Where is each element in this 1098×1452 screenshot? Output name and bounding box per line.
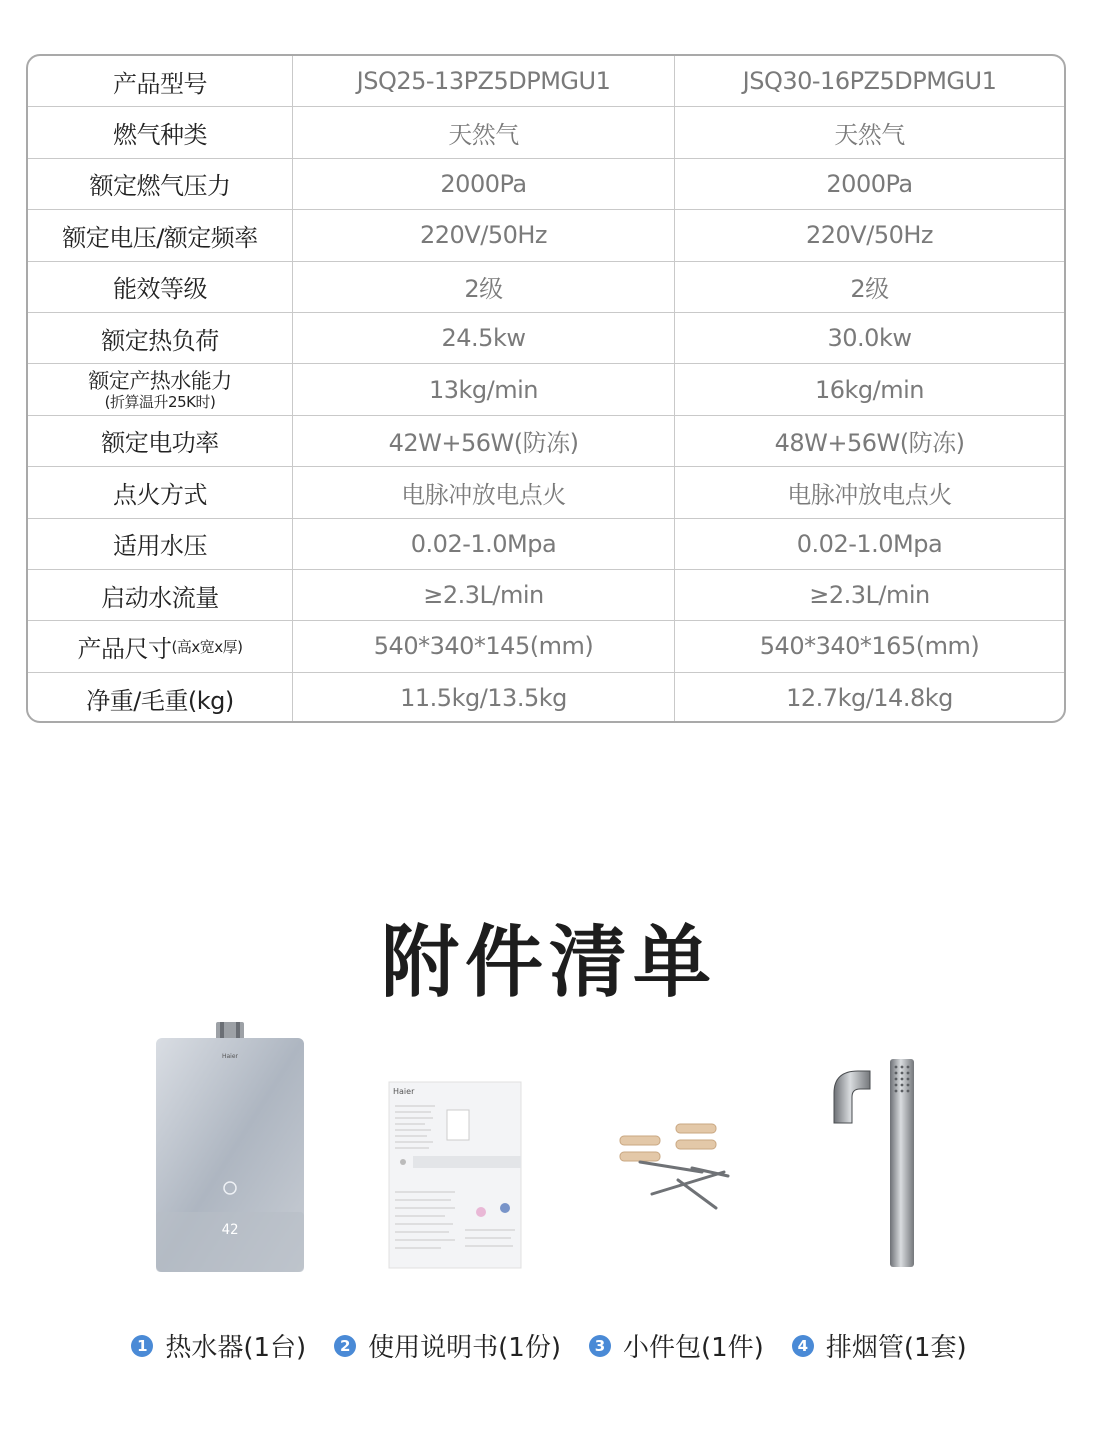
legend-item-small-parts: [589, 1327, 764, 1364]
spec-row-gas-type: [28, 107, 1064, 158]
accessories-legend: [0, 1327, 1098, 1364]
spec-row-model: [28, 56, 1064, 107]
spec-label-small: (高x宽x厚): [171, 637, 243, 656]
svg-text:Haier: Haier: [221, 1053, 239, 1060]
manual-image: [385, 1080, 525, 1270]
spec-value-b: 16kg/min: [814, 375, 924, 404]
spec-value-a: 42W+56W(防冻): [293, 416, 675, 466]
spec-value-b: 48W+56W(防冻): [774, 429, 965, 458]
spec-value-b: 540*340*165(mm): [759, 632, 980, 661]
spec-value-b: 12.7kg/14.8kg: [786, 684, 953, 713]
spec-label: [28, 364, 293, 414]
number-badge: 1: [131, 1335, 153, 1357]
spec-value-b: JSQ30-16PZ5DPMGU1: [742, 67, 997, 96]
legend-item-heater: [131, 1327, 306, 1364]
spec-value-b: 2000Pa: [826, 169, 913, 198]
spec-value-a: 540*340*145(mm): [293, 621, 675, 671]
water-heater-image: [150, 1018, 310, 1278]
spec-value-a: 11.5kg/13.5kg: [293, 673, 675, 723]
spec-row-hot-water-capacity: [28, 364, 1064, 415]
number-badge: 2: [334, 1335, 356, 1357]
spec-table: [26, 54, 1066, 723]
spec-label: [28, 621, 293, 671]
spec-row-voltage: [28, 210, 1064, 261]
legend-label: 排烟管(1套): [825, 1333, 967, 1363]
spec-label: 额定燃气压力: [28, 159, 293, 209]
manual-brand: Haier: [393, 1087, 415, 1096]
number-badge: 3: [589, 1335, 611, 1357]
legend-label: 使用说明书(1份): [368, 1333, 561, 1363]
spec-label: 能效等级: [28, 262, 293, 312]
spec-value-a: 电脉冲放电点火: [293, 467, 675, 517]
spec-row-efficiency: [28, 262, 1064, 313]
spec-row-dimensions: [28, 621, 1064, 672]
spec-row-start-flow: [28, 570, 1064, 621]
spec-value-a: 0.02-1.0Mpa: [293, 519, 675, 569]
spec-label: 额定电功率: [28, 416, 293, 466]
spec-value-b: ≥2.3L/min: [809, 581, 930, 610]
spec-row-gas-pressure: [28, 159, 1064, 210]
spec-label: 点火方式: [28, 467, 293, 517]
spec-label: 额定电压/额定频率: [28, 210, 293, 260]
spec-value-b: 天然气: [834, 121, 905, 150]
spec-label: 额定热负荷: [28, 313, 293, 363]
spec-value-b: 电脉冲放电点火: [787, 480, 952, 509]
spec-value-a: ≥2.3L/min: [293, 570, 675, 620]
spec-value-a: 13kg/min: [293, 364, 675, 414]
legend-item-manual: [334, 1327, 561, 1364]
legend-label: 小件包(1件): [623, 1333, 764, 1363]
spec-row-power: [28, 416, 1064, 467]
spec-row-water-pressure: [28, 519, 1064, 570]
heater-display-value: 42: [221, 1222, 239, 1238]
spec-row-ignition: [28, 467, 1064, 518]
spec-value-a: 2000Pa: [293, 159, 675, 209]
spec-label-main: 产品尺寸: [77, 634, 172, 663]
spec-row-heat-load: [28, 313, 1064, 364]
small-parts-image: [612, 1118, 742, 1218]
spec-label: 净重/毛重(kg): [28, 673, 293, 723]
spec-label-main: 额定产热水能力: [88, 368, 232, 393]
accessories-title: 附件清单: [380, 918, 717, 1008]
legend-item-flue-pipe: [792, 1327, 967, 1364]
spec-row-weight: [28, 673, 1064, 723]
spec-label: 启动水流量: [28, 570, 293, 620]
spec-label: 适用水压: [28, 519, 293, 569]
spec-label-sub: (折算温升25K时): [104, 392, 216, 411]
spec-value-a: 2级: [293, 262, 675, 312]
spec-value-b: 0.02-1.0Mpa: [796, 529, 943, 558]
spec-value-b: 2级: [850, 275, 889, 304]
spec-value-a: 24.5kw: [293, 313, 675, 363]
spec-value-a: 220V/50Hz: [293, 210, 675, 260]
spec-label: 燃气种类: [28, 107, 293, 157]
spec-value-b: 30.0kw: [827, 324, 912, 353]
spec-value-b: 220V/50Hz: [806, 221, 933, 250]
legend-label: 热水器(1台): [165, 1333, 307, 1363]
spec-label: 产品型号: [28, 56, 293, 106]
flue-pipe-image: [820, 1055, 930, 1270]
spec-value-a: 天然气: [293, 107, 675, 157]
spec-value-a: JSQ25-13PZ5DPMGU1: [293, 56, 675, 106]
number-badge: 4: [792, 1335, 814, 1357]
